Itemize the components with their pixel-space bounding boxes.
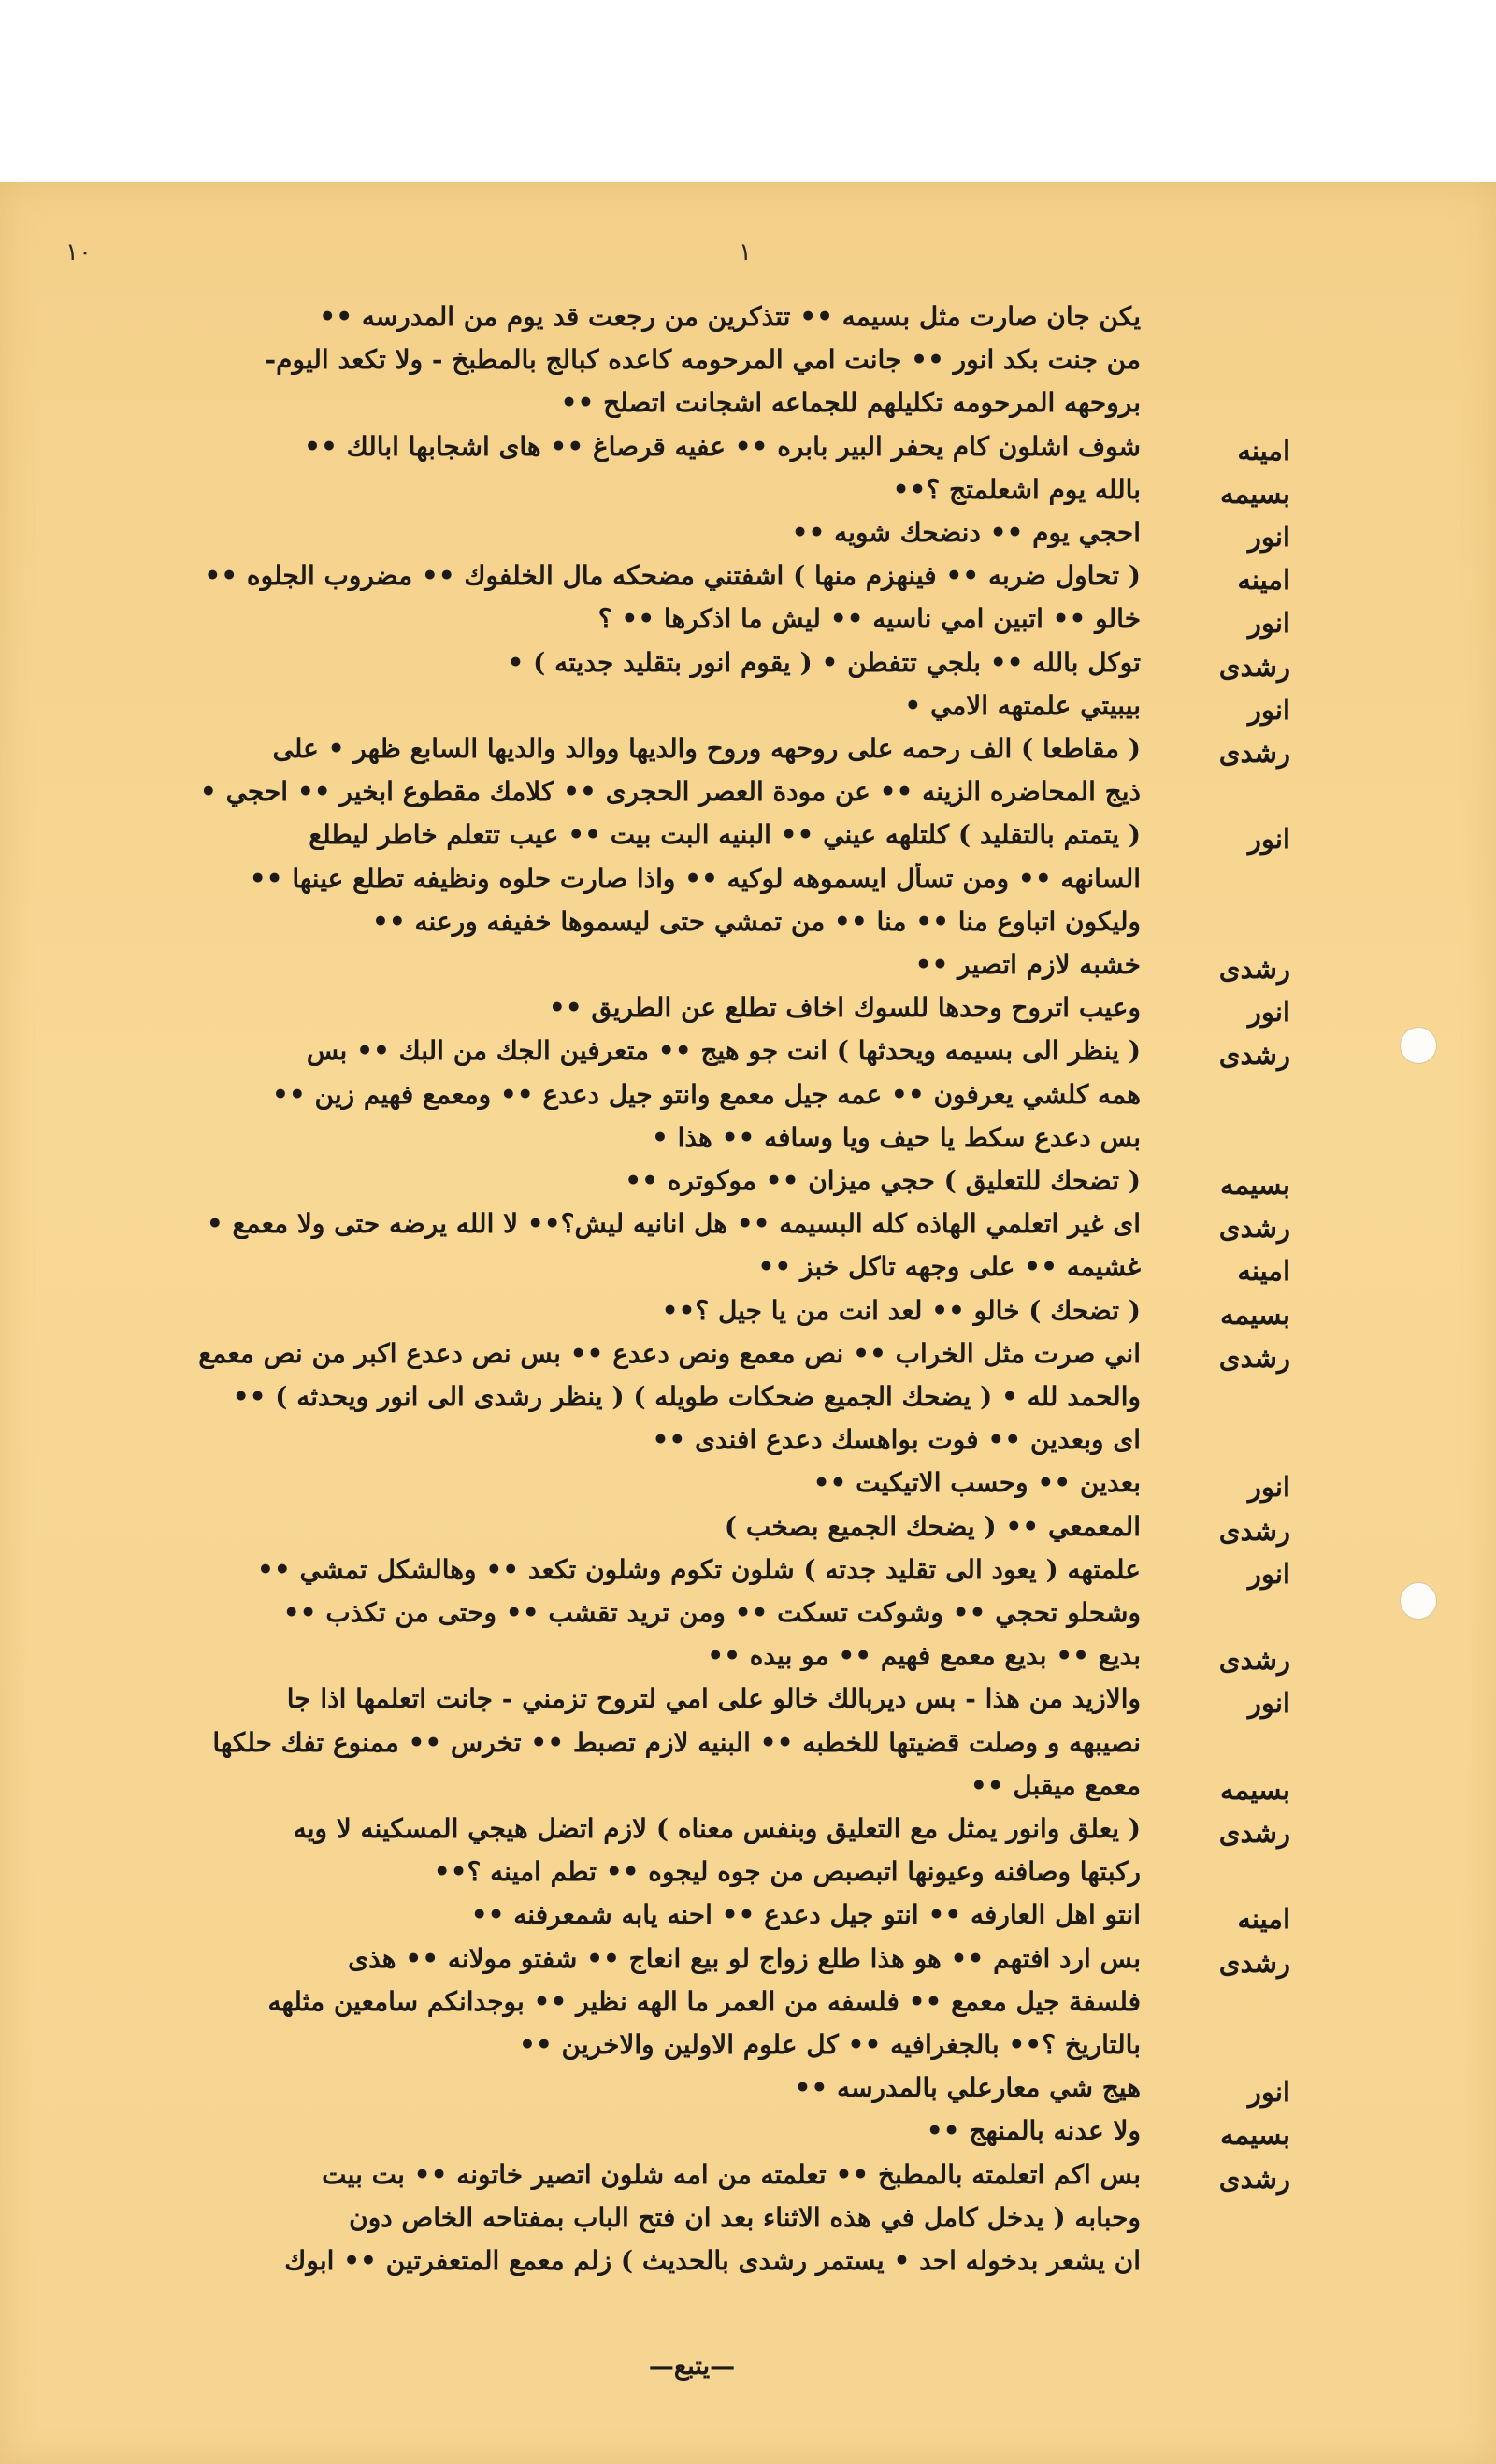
- speaker-name: بسيمه: [1219, 1299, 1290, 1331]
- speaker-name: رشدى: [1218, 1212, 1290, 1244]
- dialogue-line: بالتاريخ ؟•• بالجغرافيه •• كل علوم الاولين والاخرين ••: [519, 2029, 1141, 2060]
- page-top-mark: ١: [739, 238, 752, 267]
- dialogue-line: والازيد من هذا - بس ديربالك خالو على امي لتروح تزمني - جانت اتعلمها اذا جا: [286, 1683, 1141, 1714]
- punch-hole: [1400, 1582, 1437, 1620]
- dialogue-line: ( مقاطعا ) الف رحمه على روحهه وروح والديها ووالد والديها السابع ظهر • على: [272, 733, 1141, 764]
- dialogue-line: اى وبعدين •• فوت بواهسك دعدع افندى ••: [652, 1424, 1141, 1455]
- speaker-name: رشدى: [1218, 1644, 1290, 1676]
- speaker-name: رشدى: [1218, 1039, 1290, 1071]
- dialogue-line: معمع ميقبل ••: [970, 1770, 1141, 1801]
- dialogue-line: بس اكم اتعلمته بالمطبخ •• تعلمته من امه شلون اتصير خاتونه •• بت بيت: [322, 2159, 1141, 2190]
- dialogue-line: ( تحاول ضربه •• فينهزم منها ) اشفتني مضحكه مال الخلفوك •• مضروب الجلوه ••: [204, 560, 1141, 591]
- speaker-name: انور: [1247, 1558, 1290, 1590]
- speaker-name: امينه: [1237, 1255, 1290, 1287]
- dialogue-line: من جنت بكد انور •• جانت امي المرحومه كاعده كبالج بالمطبخ - ولا تكعد اليوم-: [265, 344, 1141, 375]
- dialogue-line: ( ينظر الى بسيمه ويحدثها ) انت جو هيج •• متعرفين الجك من البك •• بس: [306, 1035, 1141, 1066]
- speaker-name: رشدى: [1218, 651, 1290, 683]
- dialogue-line: بروحهه المرحومه تكليلهم للجماعه اشجانت اتصلح ••: [560, 387, 1141, 418]
- dialogue-line: همه كلشي يعرفون •• عمه جيل معمع وانتو جيل دعدع •• ومعمع فهيم زين ••: [271, 1079, 1141, 1110]
- dialogue-line: وليكون اتباوع منا •• منا •• من تمشي حتى ليسموها خفيفه ورعنه ••: [371, 906, 1141, 937]
- speaker-name: رشدى: [1218, 1817, 1290, 1849]
- dialogue-line: ( يتمتم بالتقليد ) كلتلهه عيني •• البنيه البت بيت •• عيب تتعلم خاطر ليطلع: [309, 819, 1141, 850]
- dialogue-line: علمتهه ( يعود الى تقليد جدته ) شلون تكوم وشلون تكعد •• وهالشكل تمشي ••: [257, 1554, 1141, 1585]
- speaker-name: رشدى: [1218, 1515, 1290, 1547]
- dialogue-line: اى غير اتعلمي الهاذه كله البسيمه •• هل انانيه ليش؟•• لا الله يرضه حتى ولا معمع •: [206, 1208, 1141, 1239]
- dialogue-line: وعيب اتروح وحدها للسوك اخاف تطلع عن الطريق ••: [548, 992, 1141, 1023]
- dialogue-line: وشحلو تحجي •• وشوكت تسكت •• ومن تريد تقشب •• وحتى من تكذب ••: [282, 1597, 1141, 1628]
- speaker-name: انور: [1247, 996, 1290, 1028]
- dialogue-line: ( تضحك ) خالو •• لعد انت من يا جيل ؟••: [661, 1295, 1141, 1326]
- speaker-name: بسيمه: [1219, 2119, 1290, 2151]
- dialogue-line: خشبه لازم اتصير ••: [914, 949, 1141, 980]
- dialogue-line: انتو اهل العارفه •• انتو جيل دعدع •• احنه يابه شمعرفنه ••: [470, 1899, 1141, 1930]
- dialogue-line: توكل بالله •• بلجي تتفطن • ( يقوم انور بتقليد جديته ) •: [507, 647, 1141, 678]
- page-number: ١٠: [65, 238, 92, 267]
- dialogue-line: ذيج المحاضره الزينه •• عن مودة العصر الحجرى •• كلامك مقطوع ابخير •• احجي •: [199, 776, 1141, 807]
- dialogue-line: اني صرت مثل الخراب •• نص معمع ونص دعدع •• بس نص دعدع اكبر من نص معمع: [198, 1338, 1141, 1369]
- speaker-name: انور: [1247, 2076, 1290, 2108]
- dialogue-line: بس دعدع سكط يا حيف ويا وسافه •• هذا •: [651, 1122, 1141, 1153]
- dialogue-line: احجي يوم •• دنضحك شويه ••: [791, 517, 1141, 548]
- dialogue-line: بيبيتي علمتهه الامي •: [904, 690, 1141, 721]
- dialogue-line: ولا عدنه بالمنهج ••: [926, 2115, 1141, 2146]
- dialogue-line: نصيبهه و وصلت قضيتها للخطبه •• البنيه لازم تصبط •• تخرس •• ممنوع تفك حلكها: [212, 1727, 1141, 1758]
- dialogue-line: وحبابه ( يدخل كامل في هذه الاثناء بعد ان فتح الباب بمفتاحه الخاص دون: [349, 2202, 1141, 2233]
- dialogue-line: خالو •• اتبين امي ناسيه •• ليش ما اذكرها •• ؟: [597, 603, 1141, 634]
- dialogue-line: فلسفة جيل معمع •• فلسفه من العمر ما الهه نظير •• بوجدانكم سامعين مثلهه: [267, 1986, 1141, 2017]
- speaker-name: امينه: [1237, 435, 1290, 467]
- dialogue-line: ( تضحك للتعليق ) حجي ميزان •• موكوتره ••: [625, 1165, 1141, 1196]
- speaker-name: انور: [1247, 1471, 1290, 1503]
- speaker-name: امينه: [1237, 564, 1290, 596]
- dialogue-line: بس ارد افتهم •• هو هذا طلع زواج لو بيع انعاج •• شفتو مولانه •• هذى: [348, 1943, 1141, 1974]
- speaker-name: انور: [1247, 823, 1290, 855]
- dialogue-line: يكن جان صارت مثل بسيمه •• تتذكرين من رجعت قد يوم من المدرسه ••: [319, 301, 1141, 332]
- speaker-name: بسيمه: [1219, 1774, 1290, 1806]
- dialogue-line: هيج شي معارعلي بالمدرسه ••: [794, 2072, 1141, 2103]
- dialogue-line: بعدين •• وحسب الاتيكيت ••: [813, 1467, 1141, 1498]
- punch-hole: [1400, 1027, 1437, 1064]
- speaker-name: بسيمه: [1219, 478, 1290, 510]
- speaker-name: انور: [1247, 694, 1290, 726]
- speaker-name: رشدى: [1218, 2163, 1290, 2195]
- dialogue-line: ( يعلق وانور يمثل مع التعليق وبنفس معناه ) لازم اتضل هيجي المسكينه لا ويه: [293, 1813, 1141, 1844]
- dialogue-line: ان يشعر بدخوله احد • يستمر رشدى بالحديث ) زلم معمع المتعفرتين •• ابوك: [284, 2245, 1141, 2276]
- dialogue-line: بديع •• بديع معمع فهيم •• مو بيده ••: [707, 1640, 1141, 1671]
- speaker-name: رشدى: [1218, 1342, 1290, 1374]
- speaker-name: انور: [1247, 521, 1290, 553]
- speaker-name: رشدى: [1218, 737, 1290, 769]
- speaker-name: انور: [1247, 1687, 1290, 1719]
- speaker-name: انور: [1247, 607, 1290, 639]
- dialogue-line: ركبتها وصافنه وعيونها اتبصبص من جوه ليجوه •• تطم امينه ؟••: [433, 1856, 1141, 1887]
- dialogue-line: بالله يوم اشعلمتج ؟••: [892, 474, 1141, 505]
- dialogue-line: شوف اشلون كام يحفر البير بابره •• عفيه قرصاغ •• هاى اشجابها ابالك ••: [304, 431, 1141, 462]
- speaker-name: رشدى: [1218, 953, 1290, 985]
- continued-footer: —يتبع—: [648, 2352, 736, 2381]
- dialogue-line: والحمد لله • ( يضحك الجميع ضحكات طويله ) ( ينظر رشدى الى انور ويحدثه ) ••: [232, 1381, 1141, 1412]
- dialogue-line: السانهه •• ومن تسأل ايسموهه لوكيه •• واذا صارت حلوه ونظيفه تطلع عينها ••: [249, 863, 1141, 894]
- speaker-name: امينه: [1237, 1903, 1290, 1935]
- dialogue-line: غشيمه •• على وجهه تاكل خبز ••: [757, 1251, 1141, 1282]
- dialogue-line: المعمعي •• ( يضحك الجميع بصخب ): [724, 1511, 1141, 1542]
- speaker-name: بسيمه: [1219, 1169, 1290, 1201]
- speaker-name: رشدى: [1218, 1947, 1290, 1979]
